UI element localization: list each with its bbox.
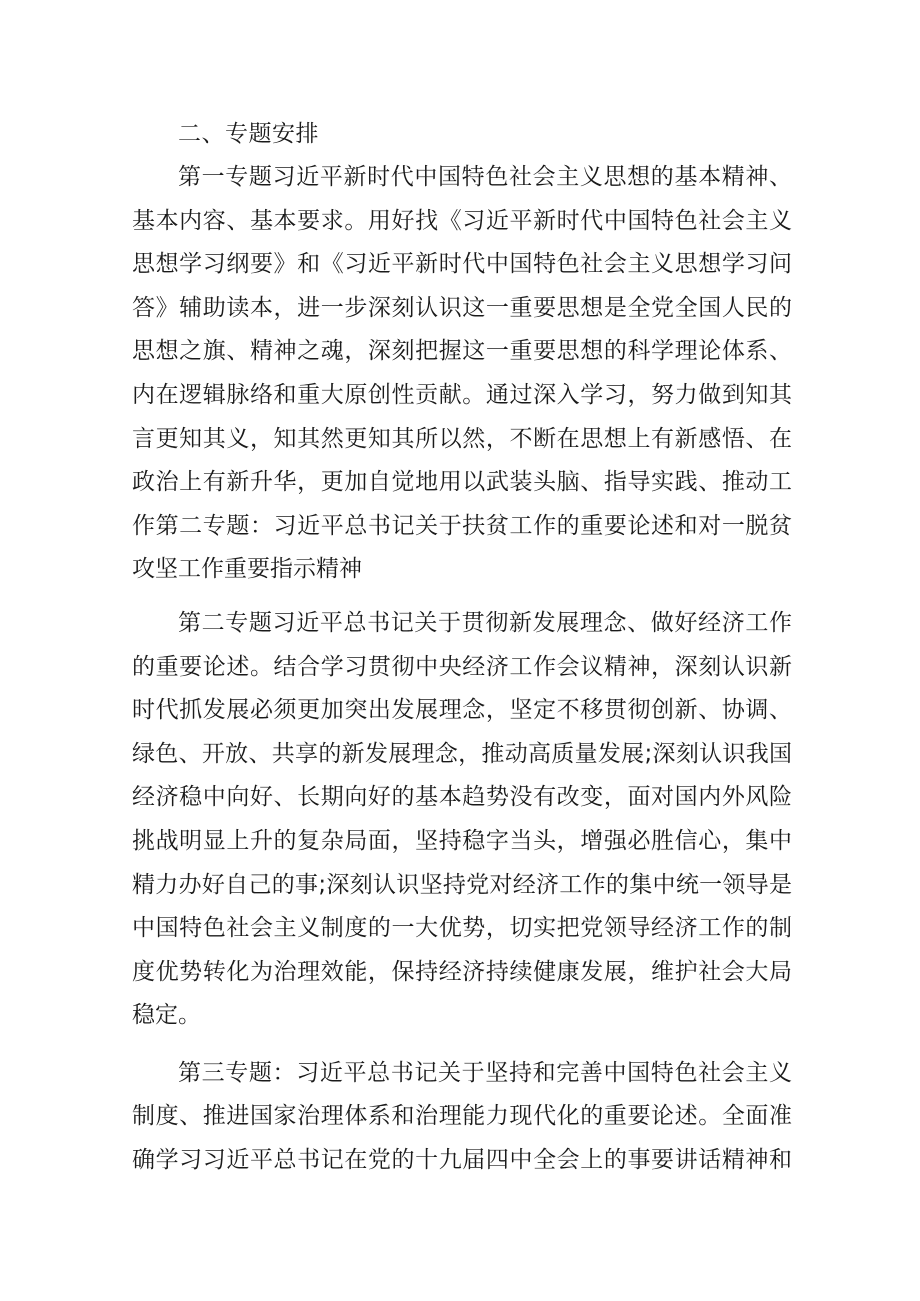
paragraph-line: 确学习习近平总书记在党的十九届四中全会上的事要讲话精神和 <box>132 1147 792 1174</box>
paragraph-line: 制度、推进国家治理体系和治理能力现代化的重要论述。全面准 <box>132 1103 792 1130</box>
paragraph-line: 第一专题习近平新时代中国特色社会主义思想的基本精神、 <box>178 164 792 190</box>
paragraph-line: 答》辅助读本，进一步深刻认识这一重要思想是全党全国人民的 <box>132 294 792 321</box>
paragraph-topic-2 <box>132 602 792 1038</box>
paragraph-line: 内在逻辑脉络和重大原创性贡献。通过深入学习，努力做到知其 <box>132 381 792 408</box>
paragraph-line: 第二专题习近平总书记关于贯彻新发展理念、做好经济工作 <box>178 609 792 636</box>
paragraph-line: 基本内容、基本要求。用好找《习近平新时代中国特色社会主义 <box>132 207 792 234</box>
paragraph-line: 度优势转化为治理效能，保持经济持续健康发展，维护社会大局 <box>132 958 792 985</box>
paragraph-line: 时代抓发展必须更加突出发展理念，坚定不移贯彻创新、协调、 <box>132 697 792 724</box>
paragraph-topic-3 <box>132 1052 792 1183</box>
paragraph-line: 挑战明显上升的复杂局面，坚持稳字当头，增强必胜信心，集中 <box>132 827 792 854</box>
paragraph-line: 的重要论述。结合学习贯彻中央经济工作会议精神，深刻认识新 <box>132 653 792 680</box>
paragraph-line: 思想之旗、精神之魂，深刻把握这一重要思想的科学理论体系、 <box>132 338 792 365</box>
document-body <box>132 114 792 1183</box>
paragraph-line: 政治上有新升华，更加自觉地用以武装头脑、指导实践、推动工 <box>132 469 792 496</box>
paragraph-line: 中国特色社会主义制度的一大优势，切实把党领导经济工作的制 <box>132 915 792 942</box>
section-heading: 二、专题安排 <box>178 121 319 147</box>
paragraph-line: 作第二专题：习近平总书记关于扶贫工作的重要论述和对一脱贫 <box>132 512 792 539</box>
paragraph-line: 精力办好自己的事;深刻认识坚持党对经济工作的集中统一领导是 <box>132 871 792 898</box>
paragraph-line: 攻坚工作重要指示精神 <box>132 556 362 583</box>
paragraph-line: 第三专题：习近平总书记关于坚持和完善中国特色社会主义 <box>178 1059 792 1086</box>
paragraph-line: 经济稳中向好、长期向好的基本趋势没有改变，面对国内外风险 <box>132 784 792 811</box>
paragraph-line: 绿色、开放、共享的新发展理念，推动高质量发展;深刻认识我国 <box>132 740 792 767</box>
paragraph-line: 思想学习纲要》和《习近平新时代中国特色社会主义思想学习问 <box>132 251 792 278</box>
paragraph-line: 言更知其义，知其然更知其所以然，不断在思想上有新感悟、在 <box>132 425 792 452</box>
paragraph-line: 稳定。 <box>132 1002 201 1029</box>
paragraph-topic-1 <box>132 156 792 592</box>
